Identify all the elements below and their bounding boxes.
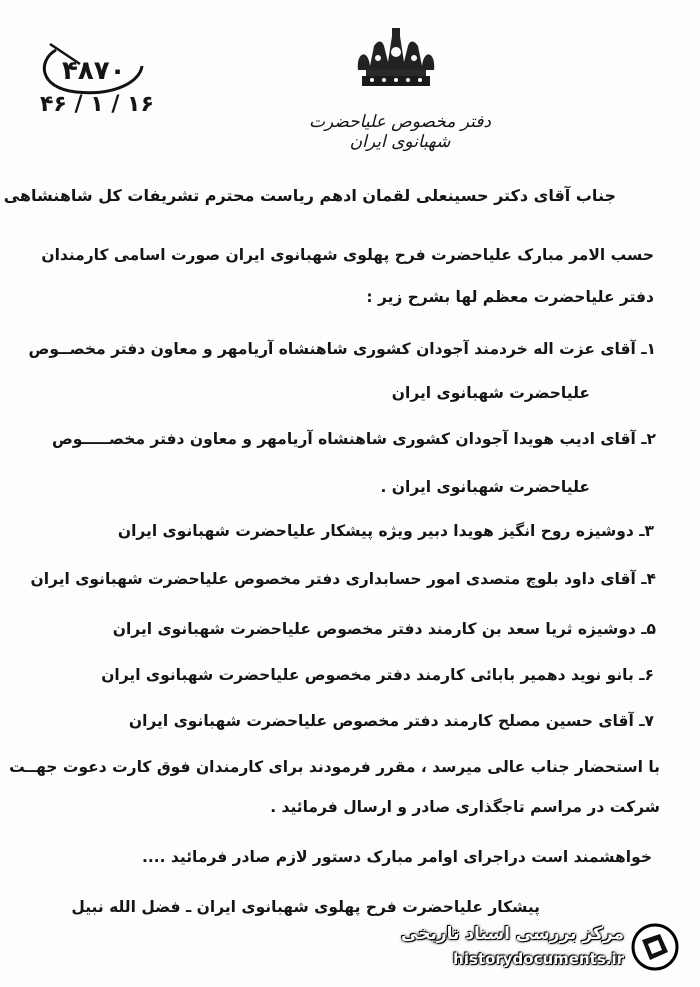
archive-logo-icon [630, 922, 680, 972]
closing-line-2: شرکت در مراسم تاجگذاری صادر و ارسال فرمائید . [270, 798, 660, 816]
addressee-line: جناب آقای دکتر حسینعلی لقمان ادهم ریاست محترم تشریفات کل شاهنشاهی [3, 186, 616, 205]
list-item-2: ۲ـ آقای ادیب هویدا آجودان کشوری شاهنشاه آریامهر و معاون دفتر مخصـــــوص [51, 430, 656, 448]
closing-line-1: با استحضار جناب عالی میرسد ، مقرر فرمودند برای کارمندان فوق کارت دعوت جهــت [9, 758, 660, 776]
list-item-4: ۴ـ آقای داود بلوچ متصدی امور حسابداری دفتر مخصوص علیاحضرت شهبانوی ایران [30, 570, 656, 588]
archive-watermark [401, 918, 688, 976]
intro-line-2: دفتر علیاحضرت معظم لها بشرح زیر : [366, 288, 654, 306]
signature-line: پیشکار علیاحضرت فرح پهلوی شهبانوی ایران ـ فضل الله نبیل [71, 898, 540, 916]
intro-line-1: حسب الامر مبارک علیاحضرت فرح پهلوی شهبانوی ایران صورت اسامی کارمندان [41, 246, 654, 264]
watermark-title: مرکز بررسی اسناد تاریخی [401, 924, 624, 944]
watermark-site: historydocuments.ir [453, 950, 624, 968]
list-item-5: ۵ـ دوشیزه ثریا سعد بن کارمند دفتر مخصوص علیاحضرت شهبانوی ایران [112, 620, 656, 638]
request-line: خواهشمند است دراجرای اوامر مبارک دستور لازم صادر فرمائید .... [141, 848, 652, 866]
list-item-3: ۳ـ دوشیزه روح انگیز هویدا دبیر ویژه پیشکار علیاحضرت شهبانوی ایران [117, 522, 654, 540]
royal-crown-emblem [348, 26, 444, 90]
office-letterhead: دفتر مخصوص علیاحضرت شهبانوی ایران [309, 112, 491, 152]
list-item-6: ۶ـ بانو نوید دهمیر بابائی کارمند دفتر مخصوص علیاحضرت شهبانوی ایران [101, 666, 654, 684]
list-item-2-continuation: علیاحضرت شهبانوی ایران . [380, 478, 590, 496]
registry-date: ۱۶ / ۱ / ۴۶ [40, 92, 154, 117]
list-item-7: ۷ـ آقای حسین مصلح کارمند دفتر مخصوص علیاحضرت شهبانوی ایران [128, 712, 654, 730]
list-item-1: ۱ـ آقای عزت اله خردمند آجودان کشوری شاهنشاه آریامهر و معاون دفتر مخصــوص [28, 340, 656, 358]
list-item-1-continuation: علیاحضرت شهبانوی ایران [391, 384, 590, 402]
registry-number: ۴۸۷۰ [62, 56, 126, 86]
